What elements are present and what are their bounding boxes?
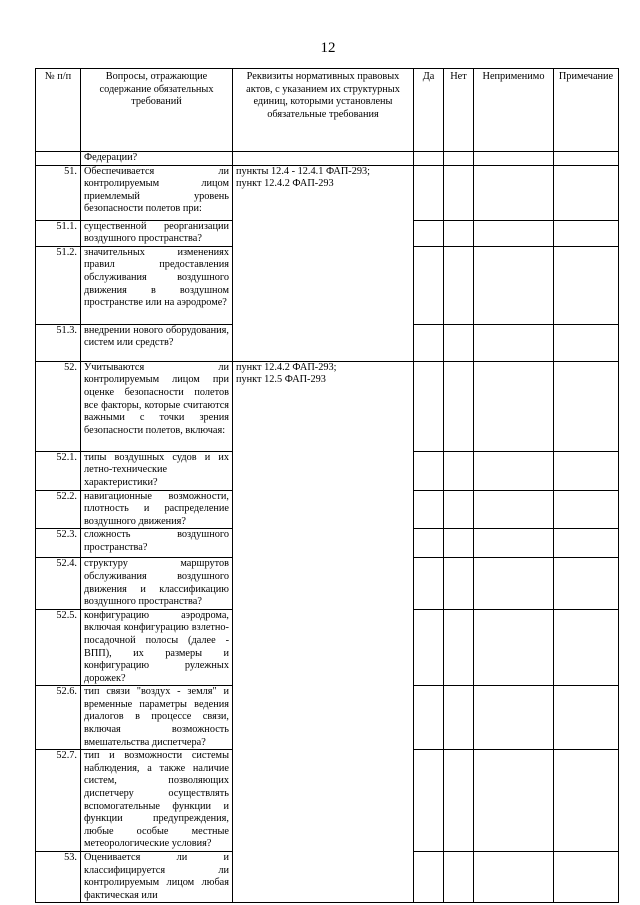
no-cell[interactable]	[444, 609, 474, 686]
requisite-line: пункты 12.4 - 12.4.1 ФАП-293;	[236, 165, 371, 177]
table-row	[36, 165, 619, 220]
note-cell[interactable]	[554, 609, 619, 686]
yes-cell[interactable]	[414, 324, 444, 361]
not-applicable-cell[interactable]	[474, 686, 554, 750]
note-cell[interactable]	[554, 451, 619, 490]
no-cell[interactable]	[444, 558, 474, 609]
header-note: Примечание	[554, 69, 619, 152]
row-question: Учитываются ли контролируемым лицом при оценке безопасности полетов все факторы, которые считаются важными с точки зрения безопасности полетов, включая:	[81, 361, 233, 451]
requisite-line: пункт 12.4.2 ФАП-293;	[236, 361, 337, 373]
requisite-line: пункт 12.4.2 ФАП-293	[236, 178, 334, 190]
not-applicable-cell[interactable]	[474, 451, 554, 490]
row-question: Обеспечивается ли контролируемым лицом приемлемый уровень безопасности полетов при:	[81, 165, 233, 220]
no-cell[interactable]	[444, 686, 474, 750]
yes-cell[interactable]	[414, 152, 444, 166]
row-number: 52.2.	[36, 490, 81, 529]
yes-cell[interactable]	[414, 246, 444, 324]
header-not-applicable: Неприменимо	[474, 69, 554, 152]
row-number	[36, 152, 81, 166]
row-question: структуру маршрутов обслуживания воздушного движения и классификацию воздушного пространства?	[81, 558, 233, 609]
not-applicable-cell[interactable]	[474, 490, 554, 529]
row-question: тип связи "воздух - земля" и временные параметры ведения диалогов в процессе связи, включая возможность вмешательства диспетчера?	[81, 686, 233, 750]
row-number: 52.5.	[36, 609, 81, 686]
requisite-line: пункт 12.5 ФАП-293	[236, 374, 326, 386]
row-requisites	[233, 152, 414, 166]
row-number: 52.7.	[36, 750, 81, 852]
no-cell[interactable]	[444, 246, 474, 324]
yes-cell[interactable]	[414, 451, 444, 490]
table-header-row	[36, 69, 619, 152]
not-applicable-cell[interactable]	[474, 361, 554, 451]
note-cell[interactable]	[554, 361, 619, 451]
row-number: 52.	[36, 361, 81, 451]
note-cell[interactable]	[554, 529, 619, 558]
row-question: внедрении нового оборудования, систем или средств?	[81, 324, 233, 361]
no-cell[interactable]	[444, 529, 474, 558]
yes-cell[interactable]	[414, 490, 444, 529]
table-row	[36, 361, 619, 451]
yes-cell[interactable]	[414, 529, 444, 558]
row-number: 52.6.	[36, 686, 81, 750]
page-number: 12	[320, 40, 336, 56]
yes-cell[interactable]	[414, 609, 444, 686]
note-cell[interactable]	[554, 750, 619, 852]
row-number: 52.4.	[36, 558, 81, 609]
note-cell[interactable]	[554, 165, 619, 220]
note-cell[interactable]	[554, 220, 619, 246]
no-cell[interactable]	[444, 490, 474, 529]
row-question: Федерации?	[81, 152, 233, 166]
not-applicable-cell[interactable]	[474, 324, 554, 361]
requirements-table	[35, 68, 619, 903]
header-num: № п/п	[36, 69, 81, 152]
table-row	[36, 152, 619, 166]
no-cell[interactable]	[444, 324, 474, 361]
note-cell[interactable]	[554, 490, 619, 529]
row-question: тип и возможности системы наблюдения, а также наличие систем, позволяющих диспетчеру осуществлять вспомогательные функции и функции предупреждения, любые особые местные метеорологические условия?	[81, 750, 233, 852]
not-applicable-cell[interactable]	[474, 152, 554, 166]
row-question: типы воздушных судов и их летно-технические характеристики?	[81, 451, 233, 490]
not-applicable-cell[interactable]	[474, 165, 554, 220]
row-number: 51.	[36, 165, 81, 220]
row-number: 51.3.	[36, 324, 81, 361]
not-applicable-cell[interactable]	[474, 220, 554, 246]
no-cell[interactable]	[444, 451, 474, 490]
yes-cell[interactable]	[414, 750, 444, 852]
no-cell[interactable]	[444, 750, 474, 852]
no-cell[interactable]	[444, 361, 474, 451]
row-number: 52.1.	[36, 451, 81, 490]
yes-cell[interactable]	[414, 852, 444, 903]
row-question: существенной реорганизации воздушного пространства?	[81, 220, 233, 246]
not-applicable-cell[interactable]	[474, 750, 554, 852]
yes-cell[interactable]	[414, 686, 444, 750]
yes-cell[interactable]	[414, 165, 444, 220]
not-applicable-cell[interactable]	[474, 609, 554, 686]
row-question: значительных изменениях правил предоставления обслуживания воздушного движения в воздушном пространстве или на аэродроме?	[81, 246, 233, 324]
no-cell[interactable]	[444, 852, 474, 903]
row-number: 53.	[36, 852, 81, 903]
row-requisites	[233, 165, 414, 361]
yes-cell[interactable]	[414, 361, 444, 451]
not-applicable-cell[interactable]	[474, 852, 554, 903]
not-applicable-cell[interactable]	[474, 246, 554, 324]
no-cell[interactable]	[444, 152, 474, 166]
note-cell[interactable]	[554, 324, 619, 361]
row-question: сложность воздушного пространства?	[81, 529, 233, 558]
row-requisites	[233, 361, 414, 903]
row-question: Оценивается ли и классифицируется ли контролируемым лицом любая фактическая или	[81, 852, 233, 903]
note-cell[interactable]	[554, 852, 619, 903]
not-applicable-cell[interactable]	[474, 558, 554, 609]
yes-cell[interactable]	[414, 558, 444, 609]
no-cell[interactable]	[444, 165, 474, 220]
yes-cell[interactable]	[414, 220, 444, 246]
note-cell[interactable]	[554, 686, 619, 750]
note-cell[interactable]	[554, 246, 619, 324]
note-cell[interactable]	[554, 152, 619, 166]
no-cell[interactable]	[444, 220, 474, 246]
row-question: конфигурацию аэродрома, включая конфигурацию взлетно-посадочной полосы (далее - ВПП), их размеры и конфигурацию рулежных дорожек?	[81, 609, 233, 686]
header-question: Вопросы, отражающие содержание обязательных требований	[81, 69, 233, 152]
row-number: 51.1.	[36, 220, 81, 246]
header-yes: Да	[414, 69, 444, 152]
not-applicable-cell[interactable]	[474, 529, 554, 558]
row-number: 51.2.	[36, 246, 81, 324]
header-requisites: Реквизиты нормативных правовых актов, с указанием их структурных единиц, которыми установлены обязательные требования	[233, 69, 414, 152]
note-cell[interactable]	[554, 558, 619, 609]
row-question: навигационные возможности, плотность и распределение воздушного движения?	[81, 490, 233, 529]
row-number: 52.3.	[36, 529, 81, 558]
header-no: Нет	[444, 69, 474, 152]
